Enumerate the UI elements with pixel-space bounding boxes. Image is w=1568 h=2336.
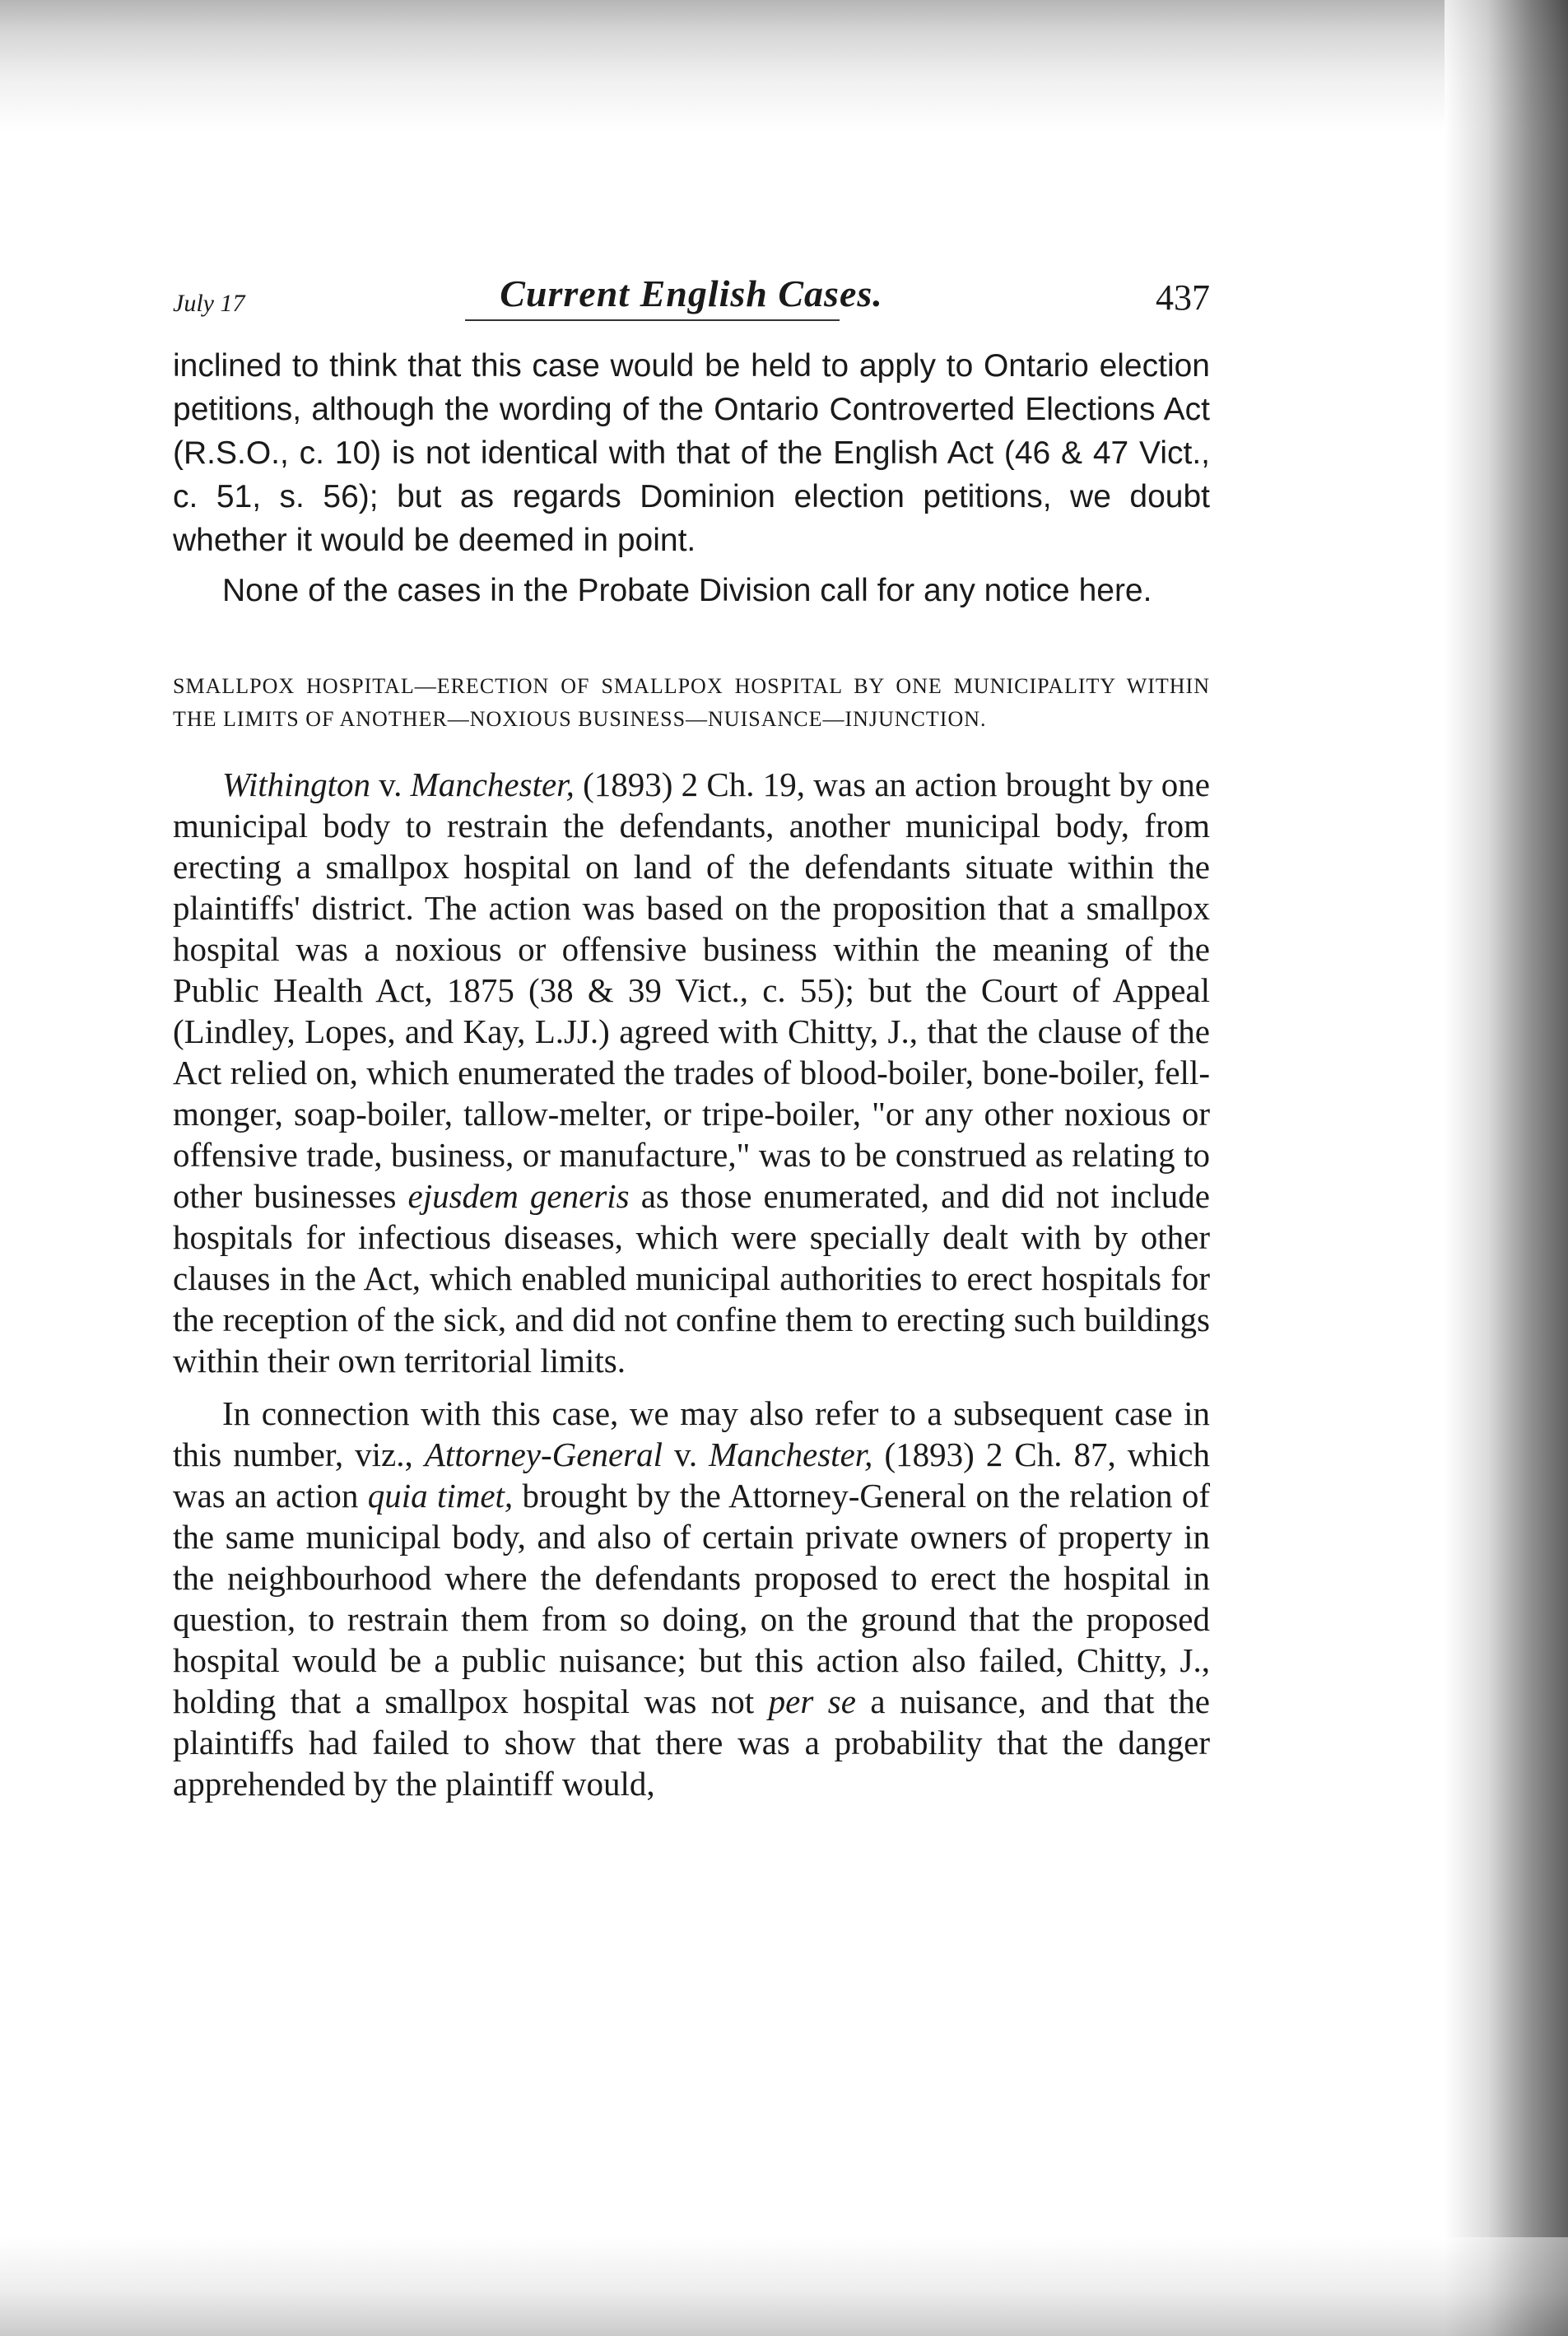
case-versus: v. [370,765,411,803]
scan-shadow-right [1445,0,1568,2336]
header-title: Current English Cases. [500,272,883,314]
paragraph-continuation: inclined to think that this case would be held to apply to Ontario election petitions, although the wording of the Ontario Controverted Elections Act (R.S.O., c. 10) is not identical with that of the English Act (46 & 47 Vict., c. 51, s. 56); but as regards Dominion election petitions, we doubt whether it would be deemed in point. [173,348,1210,558]
paragraph-withington [173,764,1210,1381]
header-date: July 17 [173,290,245,317]
case-headnote: SMALLPOX HOSPITAL—ERECTION OF SMALLPOX HOSPITAL BY ONE MUNICIPALITY WITHIN THE LIMITS OF ANOTHER—NOXIOUS BUSINESS—NUISANCE—INJUNCTION. [173,674,1210,731]
case-party-a: Withington [222,765,370,803]
case2-party-b: Manchester, [709,1436,873,1473]
case-text-continued: as those enumerated, and did not include hospitals for infectious diseases, which were specially dealt with by other clauses in the Act, which enabled municipal authorities to erect hospitals for the reception of the sick, and did not confine them to erecting such buildings within their own territorial limits. [173,1177,1210,1380]
running-head [173,272,1210,337]
case2-versus: v. [663,1436,710,1473]
title-underline [465,319,840,321]
case2-citation: (1893) 2 Ch. 87, which was an action [173,1436,1210,1515]
latin-phrase: ejusdem generis [407,1177,630,1215]
case2-intro: In connection with this case, we may also refer to a subsequent case in this number, viz., [173,1394,1210,1473]
page [173,272,1210,1804]
case2-text: brought by the Attorney-General on the relation of the same municipal body, and also of certain private owners of property in the neighbourhood where the defendants proposed to erect the hospital in question, to restrain them from so doing, on the ground that the proposed hospital would be a public nuisance; but this action also failed, Chitty, J., holding that a smallpox hospital was not [173,1477,1210,1720]
case2-party-a: Attorney-General [424,1436,663,1473]
latin-quia-timet: quia timet, [367,1477,514,1515]
scan-shadow-top [0,0,1568,132]
page-number: 437 [1156,277,1210,318]
paragraph-probate: None of the cases in the Probate Division call for any notice here. [222,573,1152,608]
case2-text-end: a nuisance, and that the plaintiffs had failed to show that there was a probability that the danger apprehended by the plaintiff would, [173,1682,1210,1803]
paragraph-attorney-general [173,1393,1210,1804]
latin-per-se: per se [768,1682,856,1720]
case-party-b: Manchester, [410,765,575,803]
case-text: (1893) 2 Ch. 19, was an action brought by one municipal body to restrain the defendants, another municipal body, from erecting a smallpox hospital on land of the defendants situate within the plaintiffs' district. The action was based on the proposition that a smallpox hospital was a noxious or offensive business within the meaning of the Public Health Act, 1875 (38 & 39 Vict., c. 55); but the Court of Appeal (Lindley, Lopes, and Kay, L.JJ.) agreed with Chitty, J., that the clause of the Act relied on, which enumerated the trades of blood-boiler, bone-boiler, fell-monger, soap-boiler, tallow-melter, or tripe-boiler, "or any other noxious or offensive trade, business, or manufacture," was to be construed as relating to other businesses [173,765,1210,1215]
scan-shadow-bottom [0,2237,1568,2336]
